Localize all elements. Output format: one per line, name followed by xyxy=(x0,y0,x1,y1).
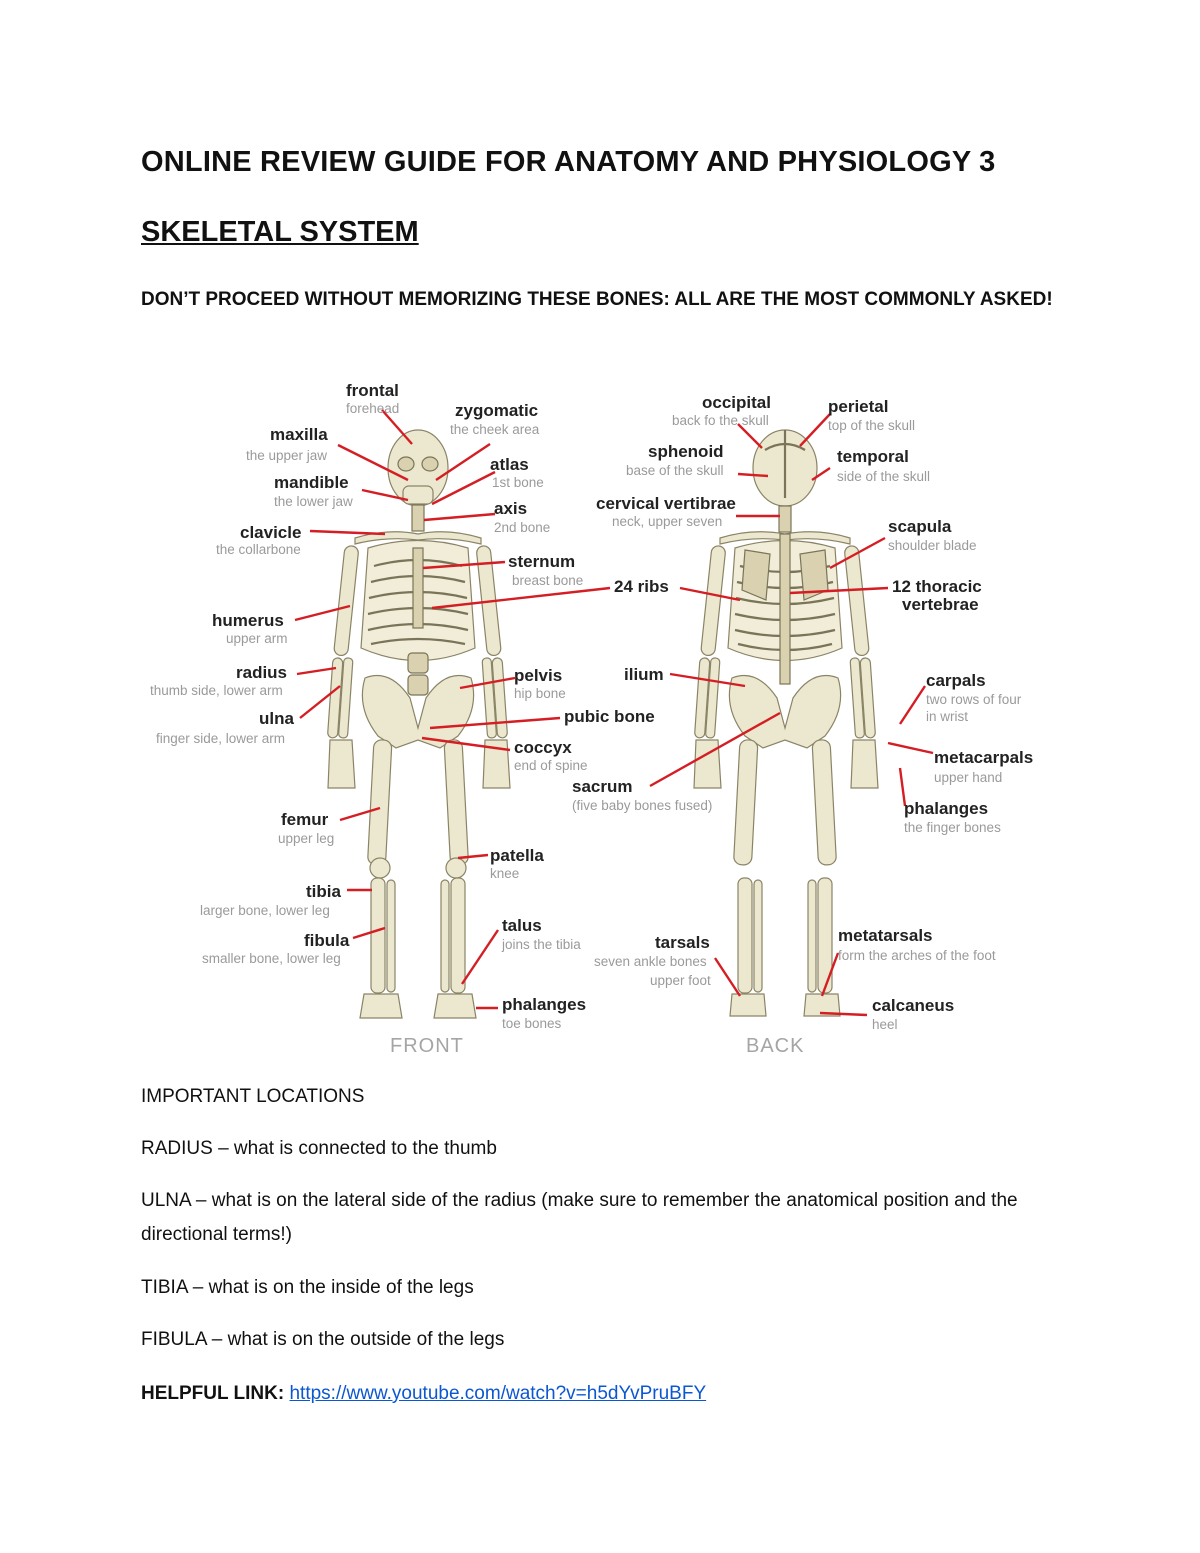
helpful-link-line xyxy=(141,1377,1021,1411)
label-perietal: perietal xyxy=(828,397,889,416)
document-title: ONLINE REVIEW GUIDE FOR ANATOMY AND PHYSIOLOGY 3 xyxy=(141,146,996,178)
label-radius: radius xyxy=(236,663,288,682)
skeleton-diagram xyxy=(140,368,1060,1068)
svg-text:upper hand xyxy=(934,770,1002,785)
svg-text:seven ankle bones xyxy=(594,954,707,969)
svg-text:the upper jaw xyxy=(246,448,327,463)
important-fibula: FIBULA – what is on the outside of the legs xyxy=(141,1329,505,1350)
desc-tibia: larger bone, lower leg xyxy=(200,903,330,918)
skeleton-figure xyxy=(140,368,1060,1068)
svg-text:knee xyxy=(490,866,519,881)
svg-text:joins the tibia xyxy=(501,937,581,952)
svg-text:vertebrae xyxy=(902,595,979,614)
back-caption: BACK xyxy=(746,1035,805,1057)
svg-text:in wrist xyxy=(926,709,968,724)
svg-text:upper arm xyxy=(226,631,288,646)
desc-humerus: upper arm xyxy=(226,631,288,646)
label-sphenoid: sphenoid xyxy=(648,442,724,461)
label-temporal: temporal xyxy=(837,447,909,466)
desc-atlas: 1st bone xyxy=(492,475,544,490)
label-clavicle: clavicle xyxy=(240,523,302,542)
svg-text:neck, upper seven xyxy=(612,514,722,529)
desc-carpals-line2: in wrist xyxy=(926,709,969,724)
label-scapula: scapula xyxy=(888,517,952,536)
svg-text:upper foot xyxy=(650,973,711,988)
svg-text:tarsals xyxy=(655,933,710,952)
svg-text:upper leg xyxy=(278,831,334,846)
desc-pelvis: hip bone xyxy=(514,686,566,701)
label-pelvis: pelvis xyxy=(514,666,563,685)
svg-text:cervical vertibrae xyxy=(596,494,736,513)
label-ulna: ulna xyxy=(259,709,294,728)
important-radius: RADIUS – what is connected to the thumb xyxy=(141,1138,497,1159)
label-frontal: frontal xyxy=(346,381,399,400)
svg-text:hip bone xyxy=(514,686,566,701)
helpful-link-label: HELPFUL LINK: xyxy=(141,1383,285,1404)
label-occipital: occipital xyxy=(702,393,771,412)
svg-text:metatarsals xyxy=(838,926,933,945)
desc-occipital: back fo the skull xyxy=(672,413,769,428)
desc-mandible: the lower jaw xyxy=(274,494,353,509)
svg-text:24 ribs xyxy=(614,577,669,596)
svg-text:tibia xyxy=(306,882,341,901)
label-finger-phalanges: phalanges xyxy=(904,799,989,818)
svg-text:12 thoracic xyxy=(892,577,982,596)
desc-radius: thumb side, lower arm xyxy=(150,683,283,698)
svg-text:mandible xyxy=(274,473,349,492)
svg-text:maxilla xyxy=(270,425,328,444)
label-cervical-vertibrae: cervical vertibrae xyxy=(596,494,736,513)
label-axis: axis xyxy=(494,499,528,518)
section-title: SKELETAL SYSTEM xyxy=(141,216,419,248)
svg-text:end of spine xyxy=(514,758,588,773)
svg-text:atlas xyxy=(490,455,529,474)
important-heading: IMPORTANT LOCATIONS xyxy=(141,1086,365,1107)
svg-text:calcaneus xyxy=(872,996,954,1015)
svg-text:metacarpals xyxy=(934,748,1033,767)
label-thoracic-vertebrae: vertebrae xyxy=(902,595,979,614)
svg-text:temporal xyxy=(837,447,909,466)
label-toe-phalanges: phalanges xyxy=(502,995,587,1014)
desc-zygomatic: the cheek area xyxy=(450,422,540,437)
label-sacrum: sacrum xyxy=(572,777,633,796)
svg-text:forehead xyxy=(346,401,399,416)
desc-sternum: breast bone xyxy=(512,573,584,588)
svg-text:frontal xyxy=(346,381,399,400)
svg-text:sternum xyxy=(508,552,575,571)
svg-text:clavicle xyxy=(240,523,301,542)
desc-tarsals: seven ankle bones xyxy=(594,954,707,969)
svg-text:radius xyxy=(236,663,287,682)
desc-maxilla: the upper jaw xyxy=(246,448,328,463)
desc-frontal: forehead xyxy=(346,401,400,416)
label-humerus: humerus xyxy=(212,611,284,630)
front-caption: FRONT xyxy=(390,1035,464,1057)
label-12-thoracic: 12 thoracic xyxy=(892,577,982,596)
desc-metacarpals: upper hand xyxy=(934,770,1003,785)
svg-text:ilium xyxy=(624,665,664,684)
svg-text:pubic bone xyxy=(564,707,655,726)
svg-text:talus xyxy=(502,916,542,935)
label-maxilla: maxilla xyxy=(270,425,328,444)
label-tibia: tibia xyxy=(306,882,341,901)
desc-axis: 2nd bone xyxy=(494,520,551,535)
important-tibia: TIBIA – what is on the inside of the legs xyxy=(141,1277,474,1298)
svg-text:(five baby bones fused) xyxy=(572,798,712,813)
svg-text:the finger bones xyxy=(904,820,1001,835)
desc-coccyx: end of spine xyxy=(514,758,588,773)
label-24-ribs: 24 ribs xyxy=(614,577,669,596)
desc-perietal: top of the skull xyxy=(828,418,916,433)
svg-text:smaller bone, lower leg xyxy=(202,951,341,966)
label-carpals: carpals xyxy=(926,671,986,690)
label-metacarpals: metacarpals xyxy=(934,748,1034,767)
desc-ulna: finger side, lower arm xyxy=(156,731,286,746)
label-patella: patella xyxy=(490,846,544,865)
svg-text:the lower jaw xyxy=(274,494,353,509)
svg-text:pelvis xyxy=(514,666,562,685)
svg-text:sphenoid xyxy=(648,442,724,461)
label-zygomatic: zygomatic xyxy=(455,401,539,420)
svg-text:the cheek area xyxy=(450,422,540,437)
svg-text:scapula xyxy=(888,517,952,536)
desc-fibula: smaller bone, lower leg xyxy=(202,951,341,966)
memorize-warning: DON’T PROCEED WITHOUT MEMORIZING THESE BONES: ALL ARE THE MOST COMMONLY ASKED! xyxy=(141,289,1053,310)
desc-tarsals-line2: upper foot xyxy=(650,973,711,988)
label-ilium: ilium xyxy=(624,665,664,684)
label-pubic-bone: pubic bone xyxy=(564,707,655,726)
svg-text:coccyx xyxy=(514,738,572,757)
label-fibula: fibula xyxy=(304,931,350,950)
label-atlas: atlas xyxy=(490,455,529,474)
label-coccyx: coccyx xyxy=(514,738,572,757)
svg-text:fibula xyxy=(304,931,350,950)
label-metatarsals: metatarsals xyxy=(838,926,933,945)
svg-text:finger side, lower arm xyxy=(156,731,285,746)
desc-finger-phalanges: the finger bones xyxy=(904,820,1001,835)
svg-text:the collarbone xyxy=(216,542,301,557)
desc-temporal: side of the skull xyxy=(837,469,931,484)
svg-text:form the arches of the foot xyxy=(838,948,996,963)
svg-text:top of the skull xyxy=(828,418,915,433)
svg-text:humerus xyxy=(212,611,284,630)
svg-text:2nd bone xyxy=(494,520,550,535)
desc-carpals: two rows of four xyxy=(926,692,1022,707)
svg-text:patella xyxy=(490,846,544,865)
svg-text:carpals xyxy=(926,671,986,690)
label-talus: talus xyxy=(502,916,542,935)
desc-metatarsals: form the arches of the foot xyxy=(838,948,996,963)
svg-text:side of the skull xyxy=(837,469,930,484)
svg-text:FRONT xyxy=(390,1035,464,1057)
svg-text:two rows of four xyxy=(926,692,1022,707)
svg-text:BACK xyxy=(746,1035,804,1057)
important-ulna: ULNA – what is on the lateral side of the radius (make sure to remember the anatomical position and the directional terms!) xyxy=(141,1190,1018,1245)
svg-text:phalanges xyxy=(502,995,586,1014)
label-mandible: mandible xyxy=(274,473,349,492)
svg-text:phalanges xyxy=(904,799,988,818)
svg-text:thumb side, lower arm xyxy=(150,683,283,698)
svg-text:sacrum xyxy=(572,777,632,796)
svg-text:femur xyxy=(281,810,329,829)
svg-text:perietal xyxy=(828,397,888,416)
svg-text:1st bone xyxy=(492,475,544,490)
svg-text:toe bones xyxy=(502,1016,562,1031)
svg-text:axis xyxy=(494,499,527,518)
svg-text:zygomatic xyxy=(455,401,538,420)
desc-patella: knee xyxy=(490,866,520,881)
svg-text:larger bone, lower leg xyxy=(200,903,330,918)
svg-text:ulna xyxy=(259,709,294,728)
svg-text:back fo the skull xyxy=(672,413,769,428)
label-calcaneus: calcaneus xyxy=(872,996,955,1015)
svg-text:base of the skull xyxy=(626,463,724,478)
label-femur: femur xyxy=(281,810,329,829)
desc-talus: joins the tibia xyxy=(502,937,581,952)
label-tarsals: tarsals xyxy=(655,933,710,952)
svg-text:breast bone xyxy=(512,573,583,588)
youtube-link[interactable]: https://www.youtube.com/watch?v=h5dYvPruBFY xyxy=(289,1383,707,1404)
desc-scapula: shoulder blade xyxy=(888,538,977,553)
svg-text:heel xyxy=(872,1017,898,1032)
desc-femur: upper leg xyxy=(278,831,335,846)
desc-sphenoid: base of the skull xyxy=(626,463,724,478)
svg-text:occipital xyxy=(702,393,771,412)
desc-clavicle: the collarbone xyxy=(216,542,301,557)
desc-toe-phalanges: toe bones xyxy=(502,1016,562,1031)
desc-sacrum: (five baby bones fused) xyxy=(572,798,713,813)
label-sternum: sternum xyxy=(508,552,576,571)
desc-calcaneus: heel xyxy=(872,1017,898,1032)
svg-text:shoulder blade xyxy=(888,538,977,553)
desc-cervical-vertibrae: neck, upper seven xyxy=(612,514,723,529)
